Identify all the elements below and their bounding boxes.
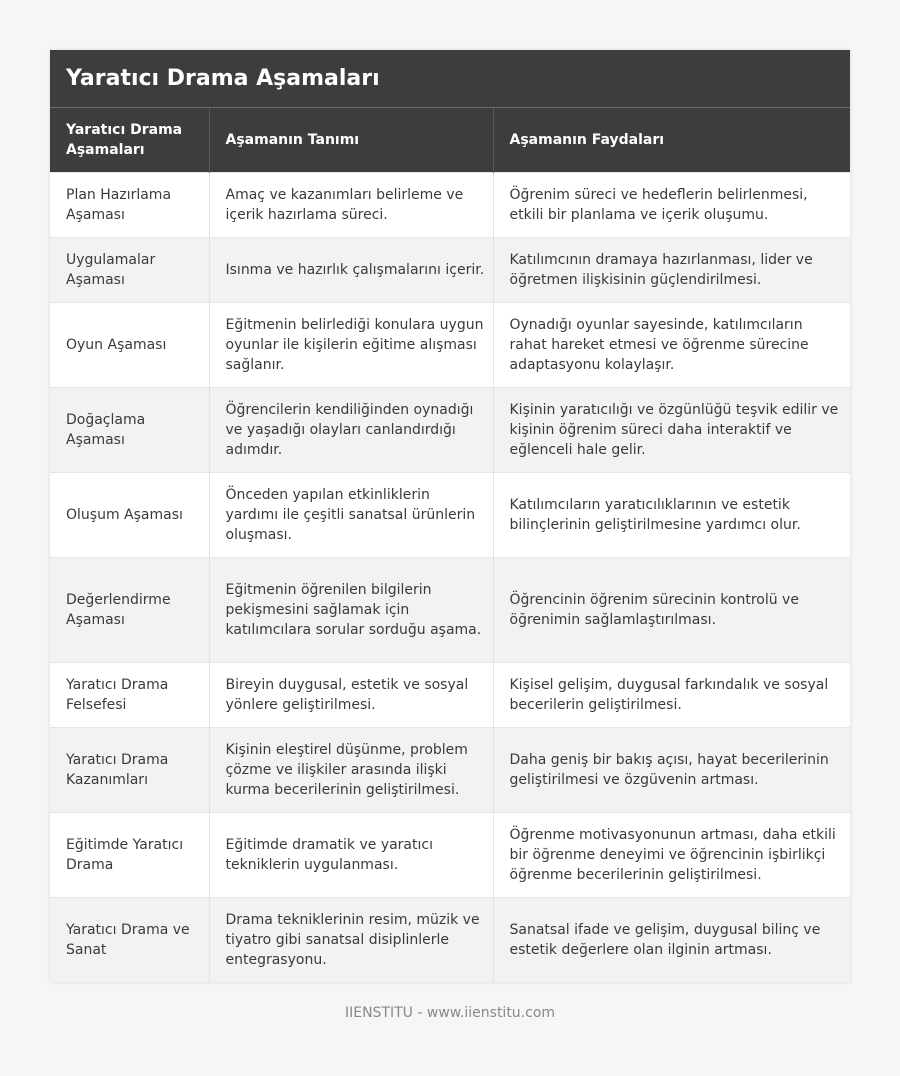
definition-cell: Amaç ve kazanımları belirleme ve içerik hazırlama süreci. [209, 173, 493, 238]
definition-cell: Eğitimde dramatik ve yaratıcı tekniklerin uygulanması. [209, 813, 493, 898]
column-header-benefits: Aşamanın Faydaları [493, 108, 850, 173]
benefits-cell: Daha geniş bir bakış açısı, hayat becerilerinin geliştirilmesi ve özgüvenin artması. [493, 728, 850, 813]
table-row [50, 663, 850, 728]
benefits-cell: Katılımcıların yaratıcılıklarının ve estetik bilinçlerinin geliştirilmesine yardımcı olur. [493, 473, 850, 558]
benefits-cell: Katılımcının dramaya hazırlanması, lider ve öğretmen ilişkisinin güçlendirilmesi. [493, 238, 850, 303]
benefits-cell: Öğrencinin öğrenim sürecinin kontrolü ve öğrenimin sağlamlaştırılması. [493, 558, 850, 663]
definition-cell: Kişinin eleştirel düşünme, problem çözme ve ilişkiler arasında ilişki kurma becerilerinin geliştirilmesi. [209, 728, 493, 813]
table-row [50, 898, 850, 983]
definition-cell: Eğitmenin öğrenilen bilgilerin pekişmesini sağlamak için katılımcılara sorular sorduğu aşama. [209, 558, 493, 663]
footer-credit: IIENSTITU - www.iienstitu.com [344, 1005, 556, 1021]
column-header-definition: Aşamanın Tanımı [209, 108, 493, 173]
benefits-cell: Öğrenme motivasyonunun artması, daha etkili bir öğrenme deneyimi ve öğrencinin işbirlikçi öğrenme becerilerinin geliştirilmesi. [493, 813, 850, 898]
stage-cell: Plan Hazırlama Aşaması [50, 173, 209, 238]
definition-cell: Öğrencilerin kendiliğinden oynadığı ve yaşadığı olayları canlandırdığı adımdır. [209, 388, 493, 473]
stage-cell: Yaratıcı Drama Kazanımları [50, 728, 209, 813]
definition-cell: Drama tekniklerinin resim, müzik ve tiyatro gibi sanatsal disiplinlerle entegrasyonu. [209, 898, 493, 983]
table-row [50, 813, 850, 898]
stage-cell: Doğaçlama Aşaması [50, 388, 209, 473]
definition-cell: Bireyin duygusal, estetik ve sosyal yönlere geliştirilmesi. [209, 663, 493, 728]
table-row [50, 388, 850, 473]
table-title: Yaratıcı Drama Aşamaları [50, 50, 850, 108]
benefits-cell: Kişisel gelişim, duygusal farkındalık ve sosyal becerilerin geliştirilmesi. [493, 663, 850, 728]
benefits-cell: Kişinin yaratıcılığı ve özgünlüğü teşvik edilir ve kişinin öğrenim süreci daha interaktif ve eğlenceli hale gelir. [493, 388, 850, 473]
stage-cell: Değerlendirme Aşaması [50, 558, 209, 663]
table-card [50, 50, 850, 982]
table-row [50, 238, 850, 303]
table-row [50, 728, 850, 813]
header-row [50, 108, 850, 173]
column-header-stage: Yaratıcı Drama Aşamaları [50, 108, 209, 173]
table-row [50, 173, 850, 238]
stage-cell: Oluşum Aşaması [50, 473, 209, 558]
benefits-cell: Öğrenim süreci ve hedeflerin belirlenmesi, etkili bir planlama ve içerik oluşumu. [493, 173, 850, 238]
stage-cell: Yaratıcı Drama ve Sanat [50, 898, 209, 983]
stage-cell: Eğitimde Yaratıcı Drama [50, 813, 209, 898]
table-row [50, 558, 850, 663]
benefits-cell: Sanatsal ifade ve gelişim, duygusal bilinç ve estetik değerlere olan ilginin artması. [493, 898, 850, 983]
stage-cell: Yaratıcı Drama Felsefesi [50, 663, 209, 728]
table-row [50, 303, 850, 388]
table-row [50, 473, 850, 558]
benefits-cell: Oynadığı oyunlar sayesinde, katılımcıların rahat hareket etmesi ve öğrenme sürecine adaptasyonu kolaylaşır. [493, 303, 850, 388]
definition-cell: Önceden yapılan etkinliklerin yardımı ile çeşitli sanatsal ürünlerin oluşması. [209, 473, 493, 558]
stage-cell: Uygulamalar Aşaması [50, 238, 209, 303]
definition-cell: Eğitmenin belirlediği konulara uygun oyunlar ile kişilerin eğitime alışması sağlanır. [209, 303, 493, 388]
definition-cell: Isınma ve hazırlık çalışmalarını içerir. [209, 238, 493, 303]
stage-cell: Oyun Aşaması [50, 303, 209, 388]
stages-table [50, 108, 850, 982]
